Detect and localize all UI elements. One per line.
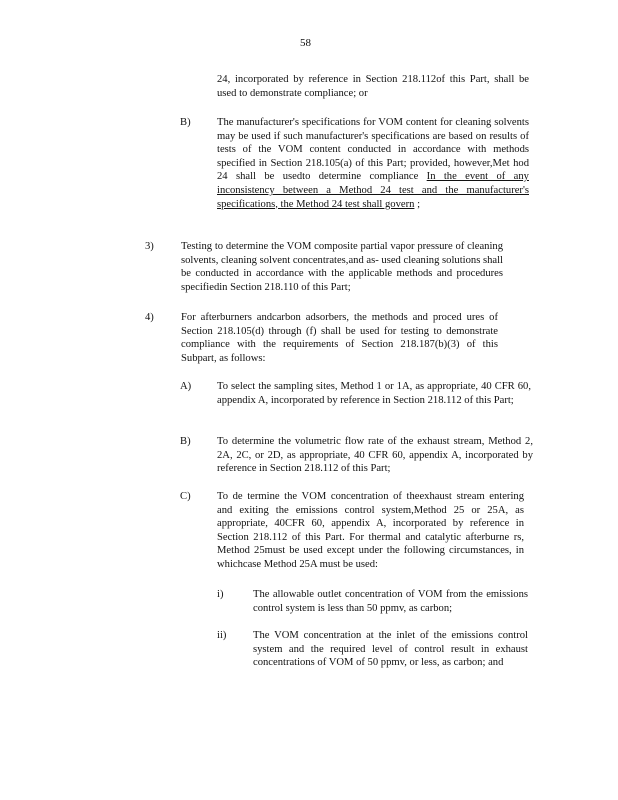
item-text-end: ; [414,198,421,210]
continuation-text: 24, incorporated by reference in Section 218.112of this Part, shall be used to demonstrate compliance; or [217,74,529,99]
item-label: B) [180,436,191,447]
item-label: B) [180,117,191,128]
item-label: ii) [217,630,227,641]
item-label: 3) [145,241,154,252]
item-text: For afterburners andcarbon adsorbers, the methods and proced ures of Section 218.105(d) through (f) shall be used for testing to demonstrate compliance with the requirements of Section 218.187(b)(3) of this Subpart, as follows: [181,312,498,364]
item-text: The VOM concentration at the inlet of the emissions control system and the required level of control result in exhaust concentrations of VOM of 50 ppmv, or less, as carbon; and [253,630,528,669]
item-text: To select the sampling sites, Method 1 or 1A, as appropriate, 40 CFR 60, appendix A, incorporated by reference in Section 218.112 of this Part; [217,381,531,406]
item-text: The allowable outlet concentration of VOM from the emissions control system is less than 50 ppmv, as carbon; [253,589,528,614]
item-label: i) [217,589,224,600]
item-text-main: The manufacturer's specifications for VOM content for cleaning solvents may be used if such manufacturer's specifications are based on results of tests of the VOM content conducted in accordance with methods specified in Section 218.105(a) of this Part; provided, however,Met hod 24 shall be usedto determine compliance [217,117,529,183]
item-text [217,116,529,211]
item-label: 4) [145,312,154,323]
item-text: To determine the volumetric flow rate of the exhaust stream, Method 2, 2A, 2C, or 2D, as appropriate, 40 CFR 60, appendix A, incorporated by reference in Section 218.112 of this Part; [217,436,533,475]
item-text: Testing to determine the VOM composite partial vapor pressure of cleaning solvents, cleaning solvent concentrates,and as- used cleaning solutions shall be conducted in accordance with the applicable methods and procedures specifiedin Section 218.110 of this Part; [181,241,503,293]
item-label: A) [180,381,192,392]
item-text: To de termine the VOM concentration of theexhaust stream entering and exiting the emissions control system,Method 25 or 25A, as appropriate, 40CFR 60, appendix A, incorporated by reference in Section 218.112 of this Part. For thermal and catalytic afterburne rs, Method 25must be used except under the following circumstances, in whichcase Method 25A must be used: [217,491,524,570]
page-number: 58 [300,37,311,49]
underlined-amendment: In the event of any inconsistency between a Method 24 test and the manufacturer's specifications, the Method 24 test shall govern [217,171,529,210]
item-label: C) [180,491,191,502]
